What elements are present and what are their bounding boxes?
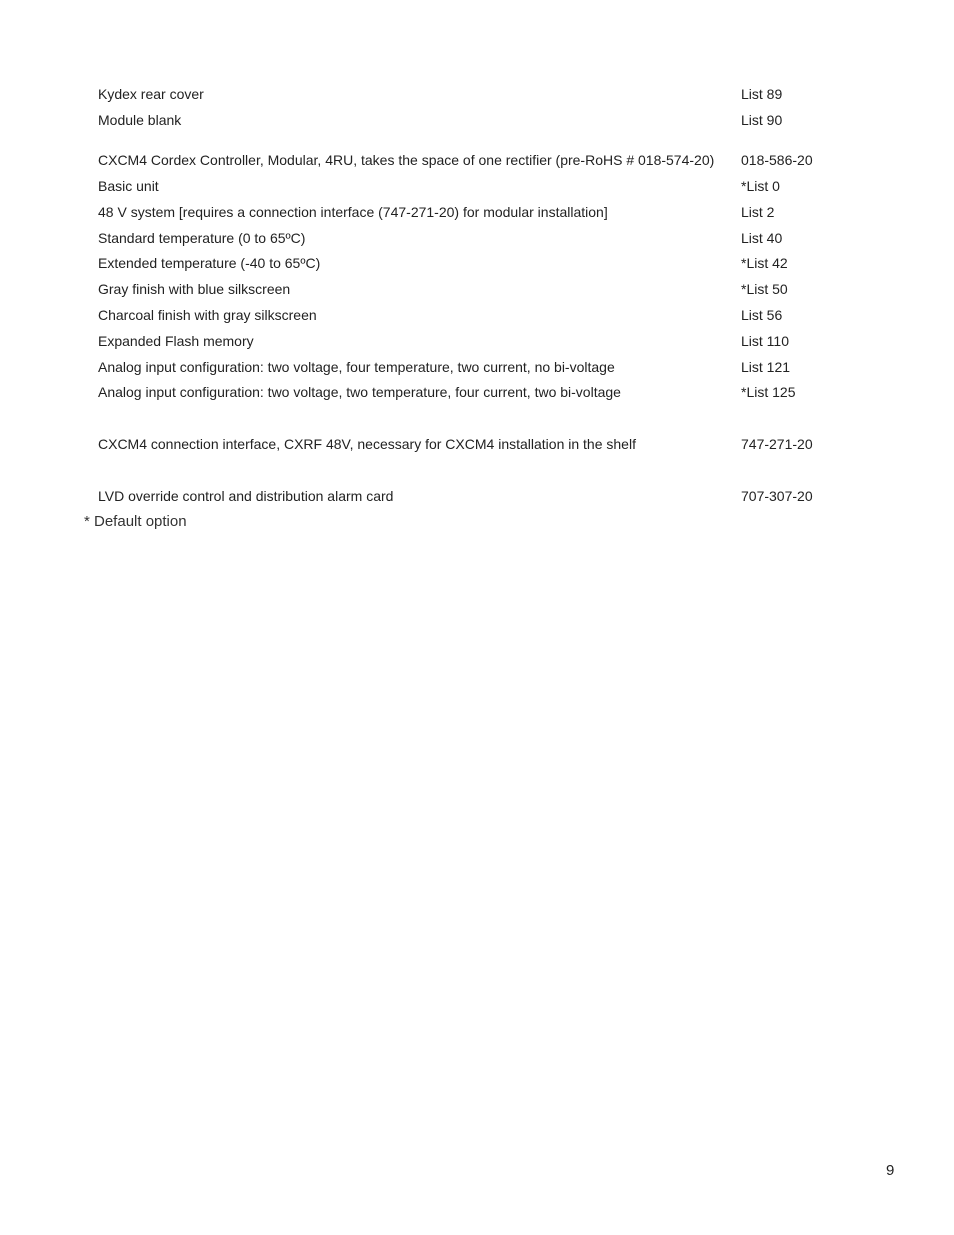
item-code: *List 125 — [741, 384, 796, 400]
item-code: 018-586-20 — [741, 152, 813, 168]
item-code: List 89 — [741, 86, 783, 102]
list-item — [98, 357, 858, 377]
item-description: CXCM4 Cordex Controller, Modular, 4RU, takes the space of one rectifier (pre-RoHS # 018-574-20) — [98, 152, 715, 168]
item-code: *List 42 — [741, 255, 788, 271]
item-description: Extended temperature (-40 to 65ºC) — [98, 255, 321, 271]
item-code: 707-307-20 — [741, 488, 813, 504]
list-item — [98, 176, 858, 196]
list-item — [98, 150, 858, 170]
item-description: CXCM4 connection interface, CXRF 48V, necessary for CXCM4 installation in the shelf — [98, 436, 636, 452]
item-code: *List 50 — [741, 281, 788, 297]
list-item — [98, 228, 858, 248]
page-number: 9 — [886, 1162, 895, 1179]
item-code: List 56 — [741, 307, 783, 323]
item-code: List 110 — [741, 333, 789, 349]
list-item — [98, 434, 858, 454]
item-code: List 2 — [741, 204, 775, 220]
item-description: LVD override control and distribution alarm card — [98, 488, 394, 504]
list-item — [98, 253, 858, 273]
list-item — [98, 382, 858, 402]
item-code: *List 0 — [741, 178, 780, 194]
item-description: Analog input configuration: two voltage, four temperature, two current, no bi-voltage — [98, 359, 615, 375]
list-item — [98, 279, 858, 299]
list-item — [98, 84, 858, 104]
list-item — [98, 486, 858, 506]
item-code: List 40 — [741, 230, 783, 246]
item-description: Kydex rear cover — [98, 86, 204, 102]
item-description: Expanded Flash memory — [98, 333, 254, 349]
list-item — [98, 305, 858, 325]
item-description: Gray finish with blue silkscreen — [98, 281, 291, 297]
list-item — [98, 202, 858, 222]
item-code: List 90 — [741, 112, 783, 128]
list-item — [98, 110, 858, 130]
item-code: 747-271-20 — [741, 436, 813, 452]
default-option-footnote: * Default option — [84, 513, 187, 530]
item-description: Standard temperature (0 to 65ºC) — [98, 230, 306, 246]
item-description: Module blank — [98, 112, 182, 128]
item-description: Basic unit — [98, 178, 159, 194]
item-description: 48 V system [requires a connection interface (747-271-20) for modular installation] — [98, 204, 608, 220]
item-code: List 121 — [741, 359, 791, 375]
list-item — [98, 331, 858, 351]
item-description: Analog input configuration: two voltage, two temperature, four current, two bi-voltage — [98, 384, 621, 400]
item-description: Charcoal finish with gray silkscreen — [98, 307, 317, 323]
